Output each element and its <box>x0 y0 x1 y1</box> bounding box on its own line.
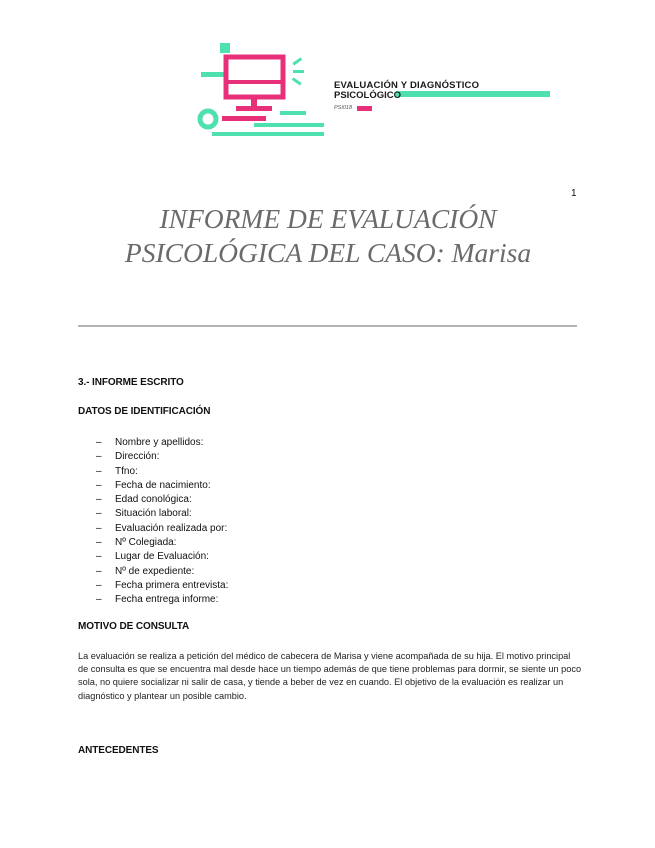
pink-bar-decoration <box>357 106 372 111</box>
list-item: – Fecha de nacimiento: <box>96 479 228 493</box>
antecedentes-heading: ANTECEDENTES <box>78 745 159 756</box>
logo-code <box>334 105 479 111</box>
title-line2: PSICOLÓGICA DEL CASO: Marisa <box>124 237 532 268</box>
identification-list <box>96 436 228 608</box>
list-item: – Nº de expediente: <box>96 565 228 579</box>
page-number: 1 <box>571 188 577 199</box>
motivo-paragraph: La evaluación se realiza a petición del médico de cabecera de Marisa y viene acompañada de su hija. El motivo principal de consulta es que se encuentra mal desde hace un tiempo además de que tiene problemas para dormir, se siente un poco sola, no quiere socializar ni salir de casa, y tiende a beber de vez en cuando. El objetivo de la evaluación es realizar un diagnóstico y plantear un posible cambio. <box>78 651 582 701</box>
logo-text <box>334 80 479 111</box>
title-line1: INFORME DE EVALUACIÓN <box>159 203 497 234</box>
list-item: – Edad conológica: <box>96 493 228 507</box>
identification-heading: DATOS DE IDENTIFICACIÓN <box>78 406 211 417</box>
list-item: – Nº Colegiada: <box>96 536 228 550</box>
logo-title-line1: EVALUACIÓN Y DIAGNÓSTICO <box>334 80 480 91</box>
document-title <box>80 202 576 270</box>
motivo-heading: MOTIVO DE CONSULTA <box>78 621 190 632</box>
list-item: – Evaluación realizada por: <box>96 522 228 536</box>
list-item: – Nombre y apellidos: <box>96 436 228 450</box>
course-code: PSI018 <box>334 105 353 111</box>
list-item: – Lugar de Evaluación: <box>96 550 228 564</box>
logo-title-line2: PSICOLÓGICO <box>334 90 402 101</box>
list-item: – Fecha primera entrevista: <box>96 579 228 593</box>
section-heading: 3.- INFORME ESCRITO <box>78 377 184 388</box>
horizontal-divider <box>78 325 577 327</box>
list-item: – Fecha entrega informe: <box>96 593 228 607</box>
list-item: – Dirección: <box>96 450 228 464</box>
list-item: – Tfno: <box>96 465 228 479</box>
list-item: – Situación laboral: <box>96 507 228 521</box>
